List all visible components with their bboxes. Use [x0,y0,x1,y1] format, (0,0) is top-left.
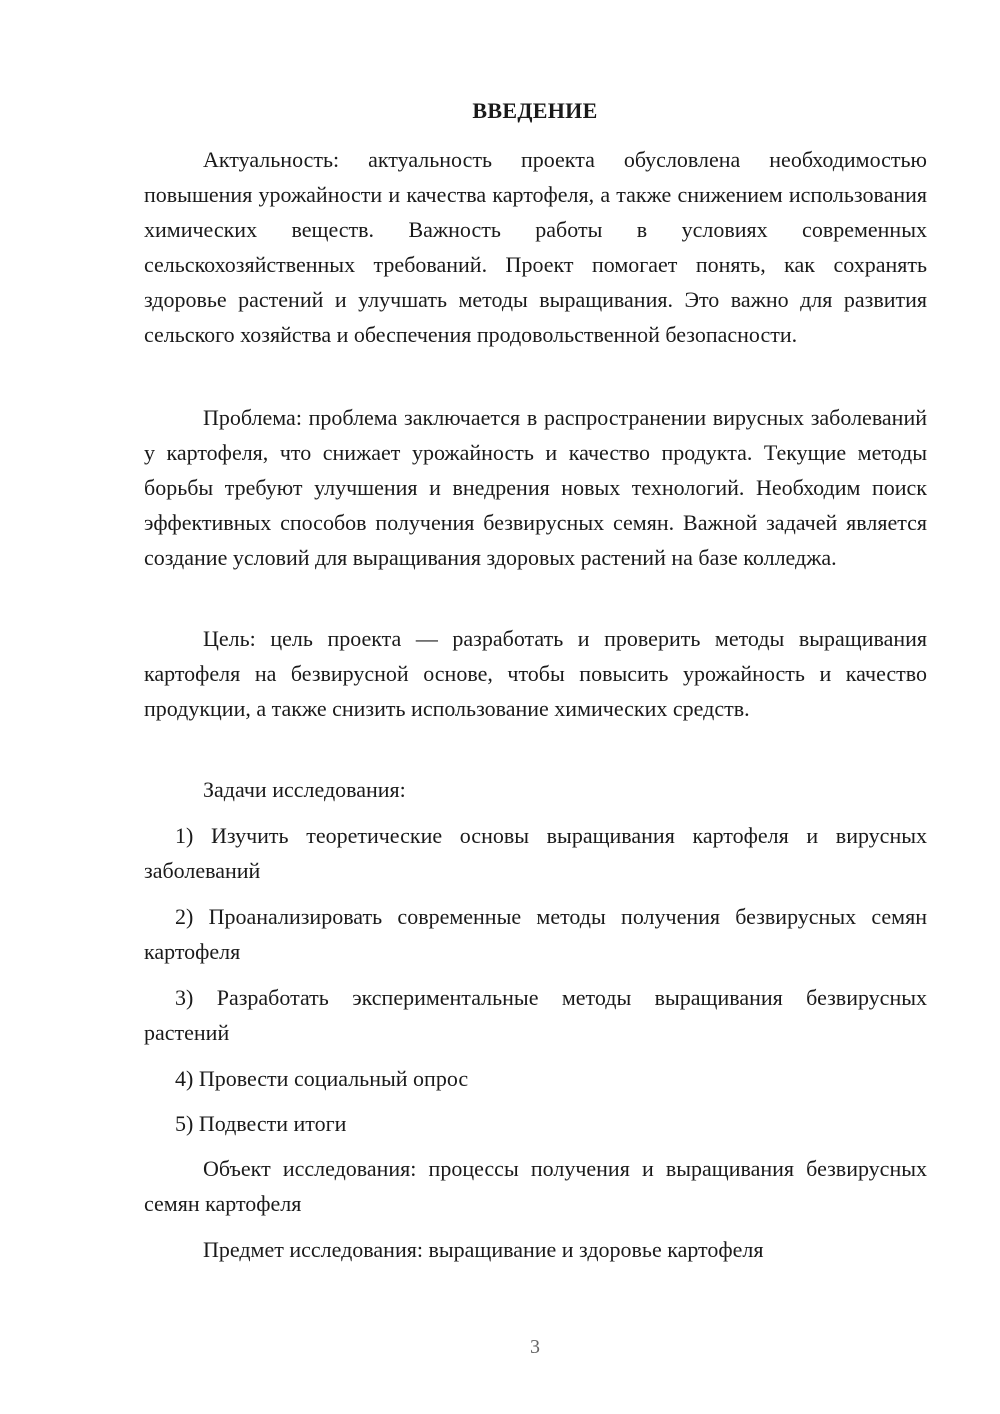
goal-paragraph: Цель: цель проекта — разработать и проверить методы выращивания картофеля на безвирусной основе, чтобы повысить урожайность и качество продукции, а также снизить использование химических средств. [144,626,927,721]
task-item-3: 3) Разработать экспериментальные методы выращивания безвирусных растений [144,985,927,1045]
task-item-5: 5) Подвести итоги [175,1111,347,1136]
task-item-2: 2) Проанализировать современные методы получения безвирусных семян картофеля [144,904,927,964]
page-title: ВВЕДЕНИЕ [472,98,598,123]
task-item-4: 4) Провести социальный опрос [175,1066,469,1091]
subject-paragraph: Предмет исследования: выращивание и здоровье картофеля [203,1237,764,1262]
task-item-1: 1) Изучить теоретические основы выращивания картофеля и вирусных заболеваний [144,823,927,883]
relevance-paragraph: Актуальность: актуальность проекта обусловлена необходимостью повышения урожайности и качества картофеля, а также снижением использования химических веществ. Важность работы в условиях современных сельскохозяйственных требований. Проект помогает понять, как сохранять здоровье растений и улучшать методы выращивания. Это важно для развития сельского хозяйства и обеспечения продовольственной безопасности. [144,147,927,347]
object-paragraph: Объект исследования: процессы получения и выращивания безвирусных семян картофеля [144,1156,927,1216]
problem-paragraph: Проблема: проблема заключается в распространении вирусных заболеваний у картофеля, что снижает урожайность и качество продукта. Текущие методы борьбы требуют улучшения и внедрения новых технологий. Необходим поиск эффективных способов получения безвирусных семян. Важной задачей является создание условий для выращивания здоровых растений на базе колледжа. [144,405,927,570]
tasks-title: Задачи исследования: [203,777,406,802]
page-number: 3 [530,1336,540,1358]
